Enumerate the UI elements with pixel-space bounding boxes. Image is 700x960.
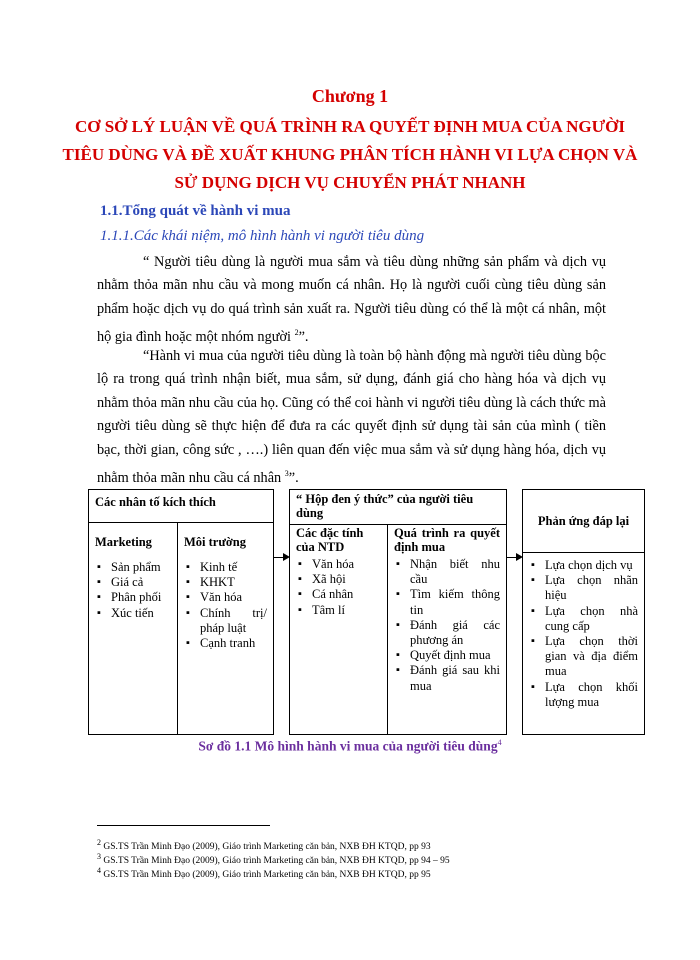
footnote-ref: 4 (497, 738, 502, 747)
list-item: ▪ Giá cả (95, 575, 173, 590)
footnote-separator (97, 825, 270, 826)
traits-title: Các đặc tính của NTD (296, 526, 364, 554)
list-item: ▪ Chính trị/ pháp luật (184, 606, 267, 636)
quote-end: ”. (288, 469, 299, 486)
list-item: ▪ Lựa chọn nhãn hiệu (529, 573, 638, 603)
list-item: ▪ Tâm lí (296, 603, 383, 618)
list-item: ▪ Lựa chọn dịch vụ (529, 558, 638, 573)
subsection-heading: 1.1.1.Các khái niệm, mô hình hành vi người tiêu dùng (100, 228, 425, 244)
list-item: ▪ Lựa chọn khối lượng mua (529, 680, 638, 710)
section-heading: 1.1.Tổng quát về hành vi mua (100, 203, 291, 219)
list-item: ▪ Nhận biết nhu cầu (394, 557, 500, 587)
stimuli-header-box (88, 489, 274, 523)
list-item: ▪ Xúc tiến (95, 606, 173, 621)
marketing-box (88, 522, 178, 735)
list-item: ▪ Cá nhân (296, 587, 383, 602)
list-item: ▪ Lựa chọn nhà cung cấp (529, 604, 638, 634)
list-item: ▪ Lựa chọn thời gian và địa điểm mua (529, 634, 638, 680)
paragraph-buying-behavior (97, 345, 606, 490)
list-item: ▪ Phân phối (95, 590, 173, 605)
chapter-heading: Chương 1 (311, 86, 389, 106)
list-item: ▪ Đánh giá sau khi mua (394, 663, 500, 693)
footnote (97, 866, 431, 880)
diagram-caption (0, 738, 700, 755)
traits-box (289, 524, 388, 735)
list-item: ▪ KHKT (184, 575, 267, 590)
paragraph-text: “ Người tiêu dùng là người mua sắm và tiêu dùng những sản phẩm và dịch vụ nhằm thỏa mãn nhu cầu và mong muốn cá nhân. Họ là người cuối cùng tiêu dùng sản phẩm hoặc dịch vụ do quá trình sản xuất ra. Người tiêu dùng có thể là một cá nhân, một hộ gia đình hoặc một nhóm người (97, 254, 606, 345)
blackbox-header-box (289, 489, 507, 525)
footnote-text: GS.TS Trần Minh Đạo (2009), Giáo trình Marketing căn bản, NXB ĐH KTQD, pp 95 (103, 870, 431, 881)
list-item: ▪ Quyết định mua (394, 648, 500, 663)
footnote (97, 852, 450, 866)
footnote-number: 3 (97, 852, 101, 861)
process-title: Quá trình ra quyết định mua (394, 526, 500, 554)
footnote-ref: 3 (284, 469, 289, 479)
footnote-text: GS.TS Trần Minh Đạo (2009), Giáo trình Marketing căn bản, NXB ĐH KTQD, pp 94 – 95 (103, 856, 450, 867)
list-item: ▪ Kinh tế (184, 560, 267, 575)
list-item: ▪ Xã hội (296, 572, 383, 587)
chapter-title: CƠ SỞ LÝ LUẬN VỀ QUÁ TRÌNH RA QUYẾT ĐỊNH MUA CỦA NGƯỜI TIÊU DÙNG VÀ ĐỀ XUẤT KHUNG PHÂN TÍCH HÀNH VI LỰA CHỌN VÀ SỬ DỤNG DỊCH VỤ CHUYỂN PHÁT NHANH (62, 117, 638, 192)
environment-title: Môi trường (184, 535, 246, 549)
footnote-number: 2 (97, 838, 101, 847)
stimuli-title: Các nhân tố kích thích (95, 495, 216, 509)
list-item: ▪ Tìm kiếm thông tin (394, 587, 500, 617)
footnote-number: 4 (97, 866, 101, 875)
list-item: ▪ Sản phẩm (95, 560, 173, 575)
list-item: ▪ Cạnh tranh (184, 636, 267, 651)
footnote (97, 838, 431, 852)
blackbox-title: “ Hộp đen ý thức” của người tiêu dùng (296, 492, 474, 520)
footnote-text: GS.TS Trần Minh Đạo (2009), Giáo trình Marketing căn bản, NXB ĐH KTQD, pp 93 (103, 842, 431, 853)
list-item: ▪ Văn hóa (296, 557, 383, 572)
list-item: ▪ Văn hóa (184, 590, 267, 605)
response-title: Phản ứng đáp lại (523, 490, 644, 553)
list-item: ▪ Đánh giá các phương án (394, 618, 500, 648)
caption-text: Sơ đồ 1.1 Mô hình hành vi mua của người tiêu dùng (198, 738, 498, 754)
paragraph-text: “Hành vi mua của người tiêu dùng là toàn bộ hành động mà người tiêu dùng bộc lộ ra trong quá trình nhận biết, mua sắm, sử dụng, đánh giá cho hàng hóa và dịch vụ nhằm thỏa mãn nhu cầu của họ. Cũng có thể coi hành vi người tiêu dùng là cách thức mà người tiêu dùng sẽ thực hiện để đưa ra các quyết định sử dụng tài sản của mình ( tiền bạc, thời gian, công sức , ….) liên quan đến việc mua sắm và sử dụng hàng hóa, dịch vụ nhằm thỏa mãn nhu cầu cá nhân (97, 348, 607, 486)
process-box (387, 524, 507, 735)
footnote-ref: 2 (294, 328, 299, 338)
response-box (522, 489, 645, 735)
marketing-title: Marketing (95, 535, 152, 549)
environment-box (177, 522, 274, 735)
quote-end: ”. (298, 328, 309, 345)
paragraph-consumer-definition (97, 251, 606, 349)
